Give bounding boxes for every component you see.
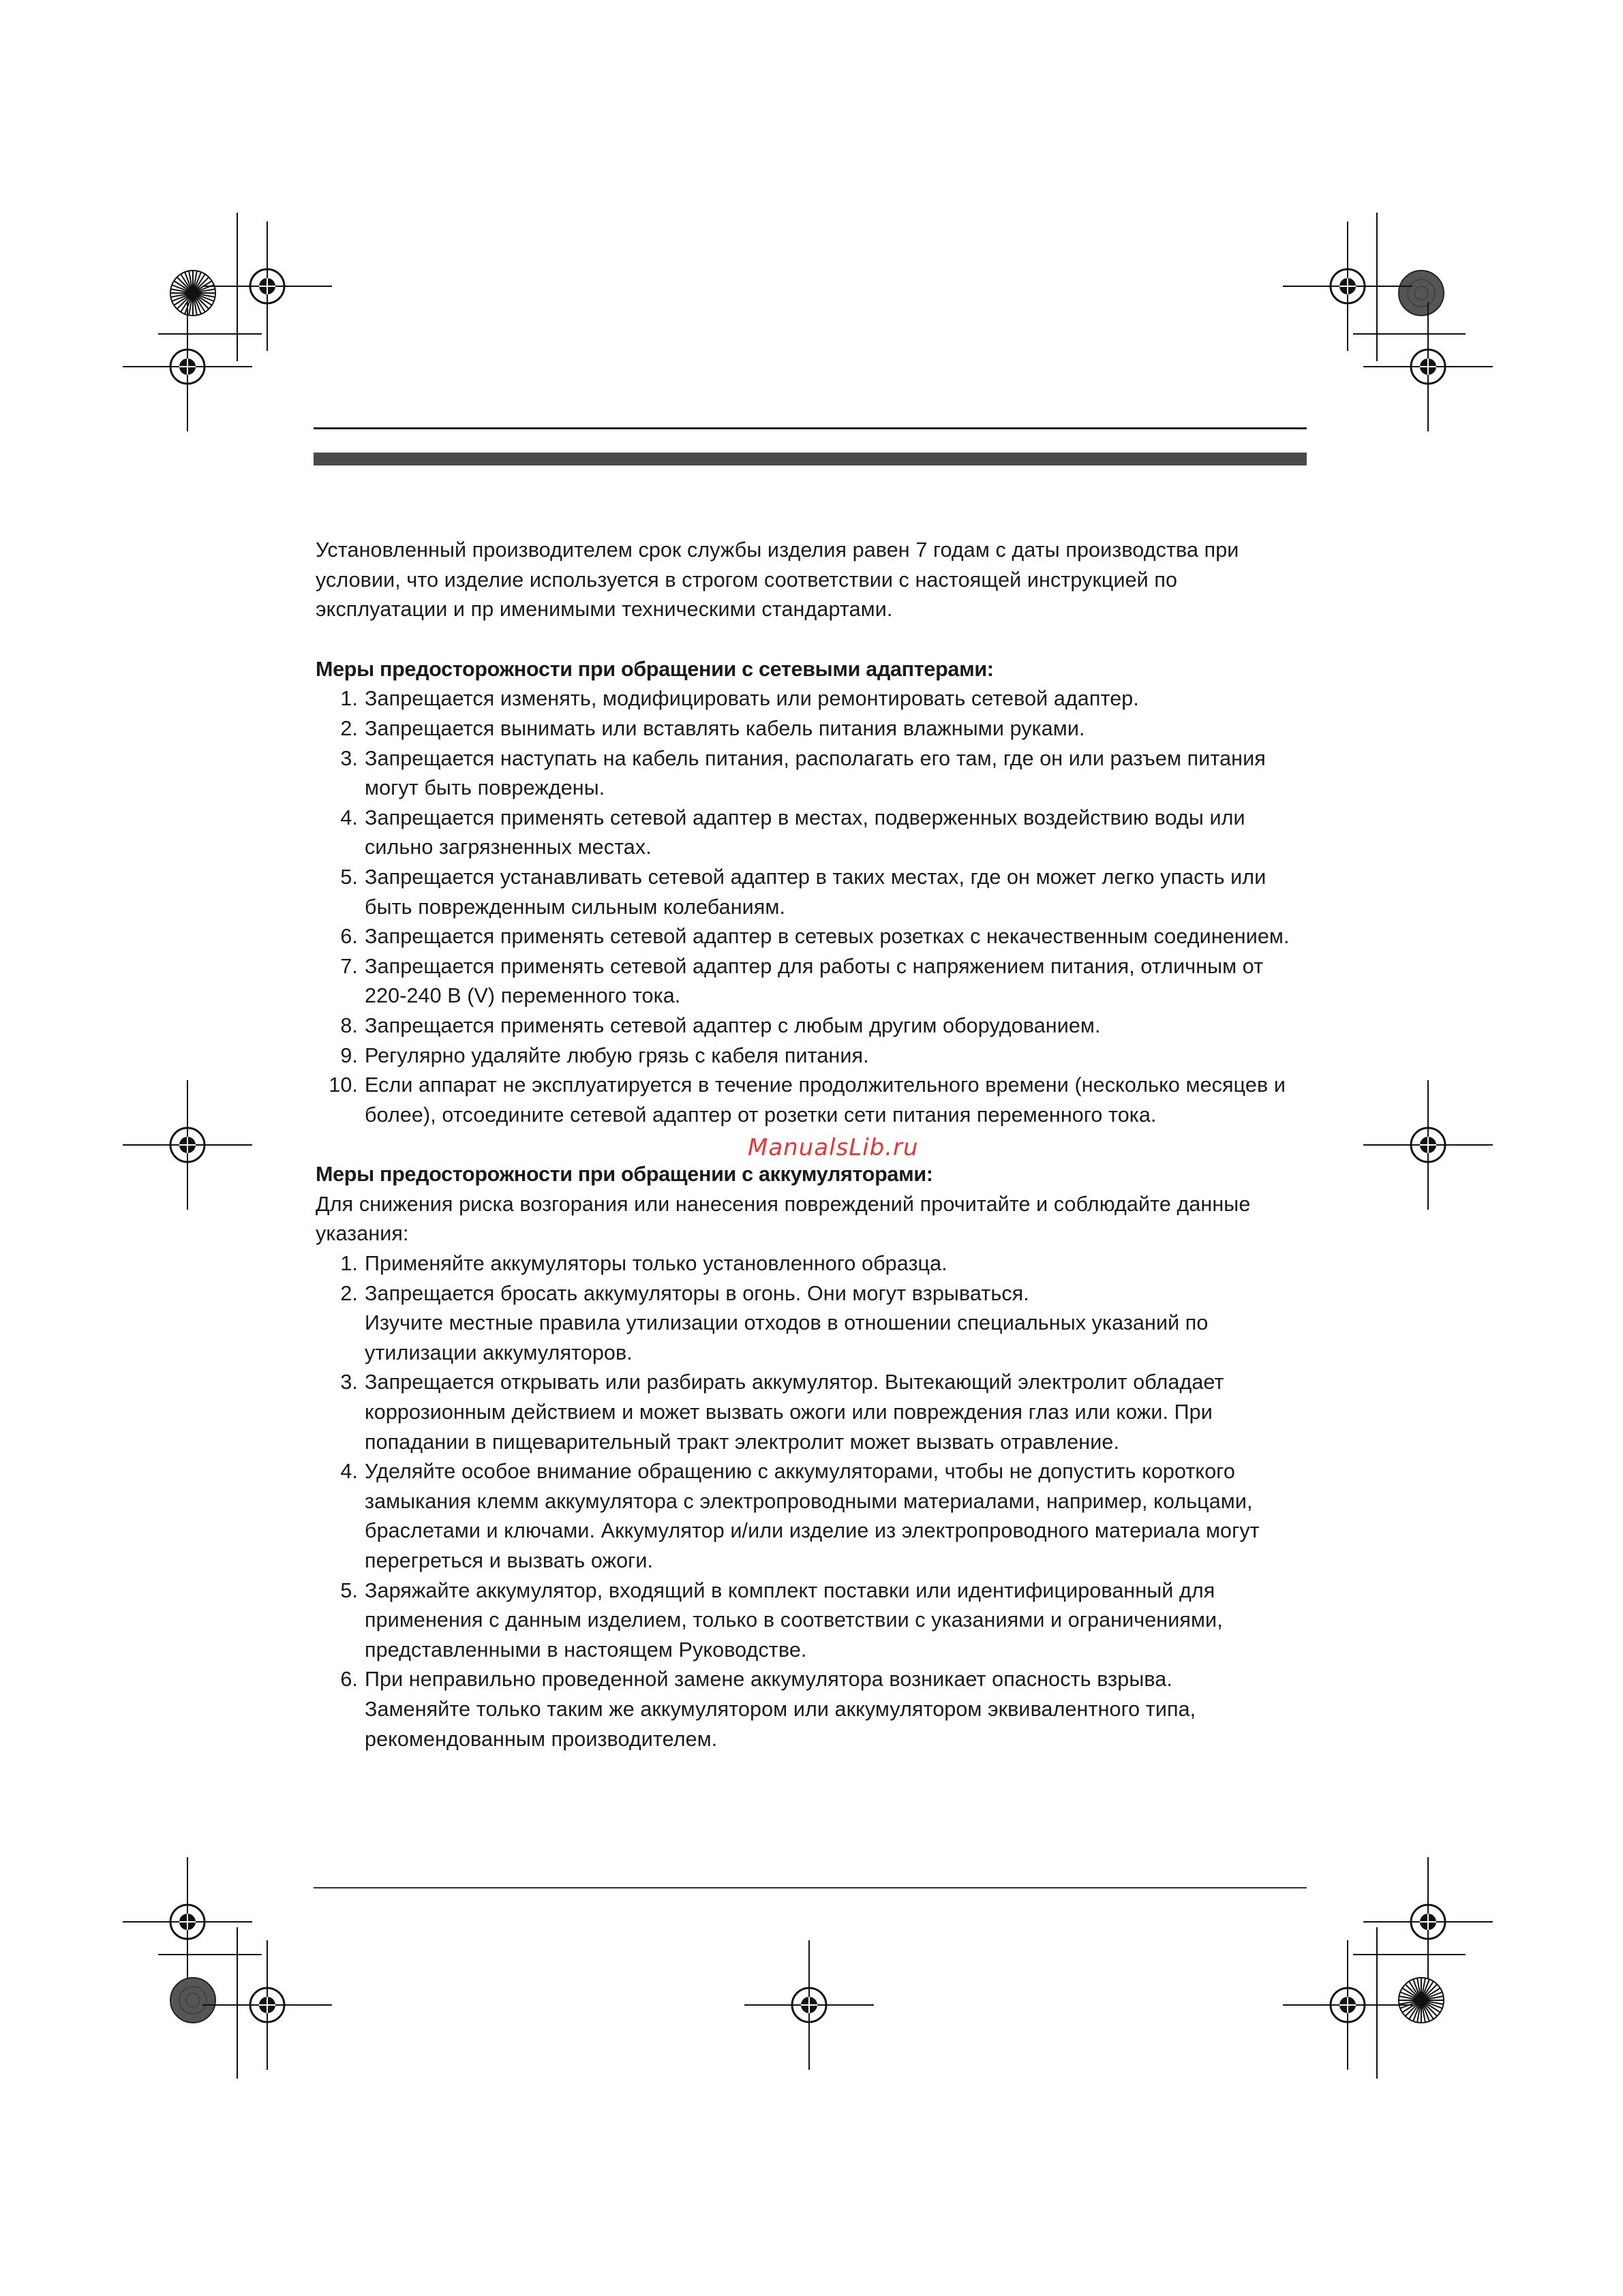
list-item: 4. Уделяйте особое внимание обращению с аккумуляторами, чтобы не допустить короткого замыкания клемм аккумулятора с электропроводными материалами, например, кольцами, браслетами и ключами. Аккумулятор и/или изделие из электропроводного материала могут перегреться и вызвать ожоги. — [340, 1460, 1260, 1572]
list-item: 3. Запрещается наступать на кабель питания, располагать его там, где он или разъем питания могут быть повреждены. — [340, 746, 1266, 800]
adapter-precautions-list — [316, 684, 1307, 1130]
list-item: 7. Запрещается применять сетевой адаптер для работы с напряжением питания, отличным от 220-240 В (V) переменного тока. — [340, 954, 1264, 1008]
list-item: 8. Запрещается применять сетевой адаптер с любым другим оборудованием. — [340, 1013, 1101, 1037]
list-item: 6. При неправильно проведенной замене аккумулятора возникает опасность взрыва. Заменяйте только таким же аккумулятором или аккумулятором эквивалентного типа, рекомендованным производителем. — [340, 1668, 1196, 1751]
watermark: ManualsLib.ru — [748, 1134, 919, 1161]
battery-precautions-list — [316, 1249, 1307, 1754]
list-item: 1. Запрещается изменять, модифицировать или ремонтировать сетевой адаптер. — [340, 687, 1139, 711]
list-item: 1. Применяйте аккумуляторы только установленного образца. — [340, 1252, 947, 1276]
footer-rule — [314, 1887, 1307, 1888]
list-item: 4. Запрещается применять сетевой адаптер в местах, подверженных воздействию воды или сильно загрязненных местах. — [340, 806, 1245, 859]
battery-section — [316, 1160, 1307, 1754]
list-item: 2. Запрещается вынимать или вставлять кабель питания влажными руками. — [340, 716, 1085, 740]
battery-intro: Для снижения риска возгорания или нанесения повреждений прочитайте и соблюдайте данные указания: — [316, 1192, 1251, 1246]
list-item: 3. Запрещается открывать или разбирать аккумулятор. Вытекающий электролит обладает коррозионным действием и может вызвать ожоги или повреждения глаз или кожи. При попадании в пищеварительный тракт электролит может вызвать отравление. — [340, 1371, 1224, 1454]
list-item: 2. Запрещается бросать аккумуляторы в огонь. Они могут взрываться. Изучите местные правила утилизации отходов в отношении специальных указаний по утилизации аккумуляторов. — [340, 1281, 1209, 1364]
list-item: 5. Заряжайте аккумулятор, входящий в комплект поставки или идентифицированный для применения с данным изделием, только в соответствии с указаниями и ограничениями, представленными в настоящем Руководстве. — [340, 1578, 1223, 1662]
battery-precautions-heading: Меры предосторожности при обращении с аккумуляторами: — [316, 1163, 933, 1187]
list-item: 9. Регулярно удаляйте любую грязь с кабеля питания. — [340, 1043, 869, 1067]
list-item: 10. Если аппарат не эксплуатируется в течение продолжительного времени (несколько месяцев и более), отсоедините сетевой адаптер от розетки сети питания переменного тока. — [329, 1073, 1286, 1127]
list-item: 5. Запрещается устанавливать сетевой адаптер в таких местах, где он может легко упасть или быть поврежденным сильным колебаниям. — [340, 865, 1266, 919]
adapter-precautions-heading: Меры предосторожности при обращении с сетевыми адаптерами: — [316, 657, 994, 681]
service-life-paragraph: Установленный производителем срок службы изделия равен 7 годам с даты производства при условии, что изделие используется в строгом соответствии с настоящей инструкцией по эксплуатации и пр именимыми техническими стандартами. — [316, 538, 1239, 622]
header-rule-thin — [314, 427, 1307, 429]
list-item: 6. Запрещается применять сетевой адаптер в сетевых розетках с некачественным соединением. — [340, 925, 1290, 949]
header-rule-thick — [314, 453, 1307, 465]
